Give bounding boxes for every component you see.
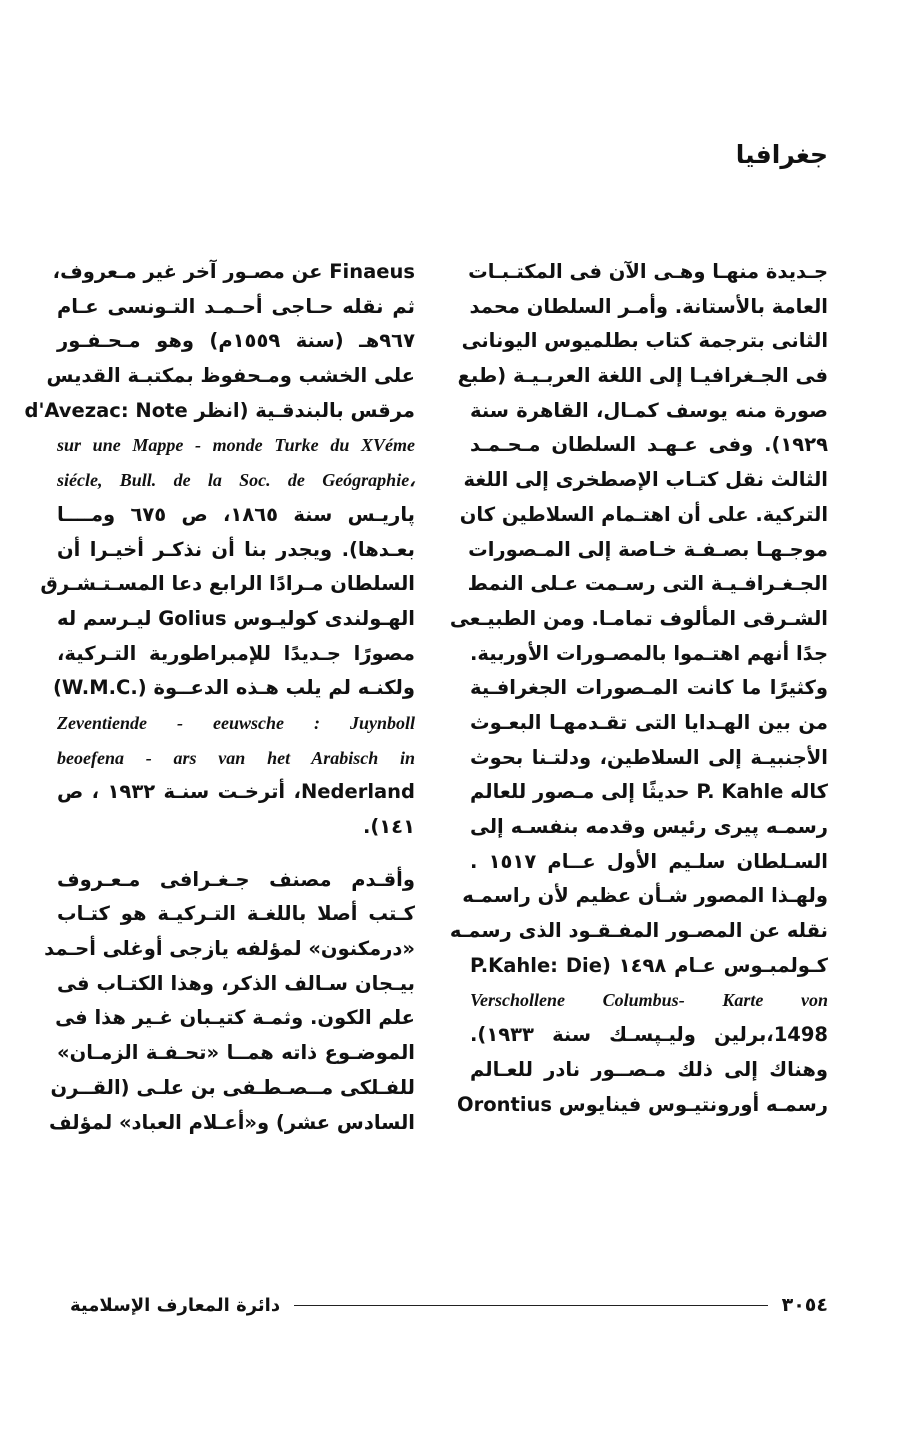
text-column-left bbox=[24, 255, 415, 1140]
page-footer bbox=[70, 1290, 828, 1320]
text-line: ثم نقله حـاجى أحـمـد التـونسى عـام bbox=[57, 294, 415, 318]
text-line: «درمكنون» لمؤلفه يازجى أوغلى أحـمد bbox=[44, 937, 415, 961]
text-line: 1498،برلين وليـپسـك سنة ١٩٣٣). bbox=[470, 1023, 828, 1047]
text-line: السـلطان سلـيم الأول عــام ١٥١٧ . bbox=[470, 849, 828, 873]
text-line: الثانى بترجمة كتاب بطلميوس اليونانى bbox=[461, 329, 828, 353]
running-head: جغرافيا bbox=[735, 140, 828, 169]
text-line: السادس عشر) و«أعـلام العباد» لمؤلف bbox=[49, 1110, 415, 1134]
text-line: كاله P. Kahle حديثًا إلى مـصور للعالم bbox=[469, 780, 828, 804]
text-line: الأجنبيـة إلى السلاطين، ودلتـنا بحوث bbox=[470, 745, 828, 769]
text-line: مرقس بالبندقـية (انظر d'Avezac: Note bbox=[24, 398, 415, 422]
text-line: صورة منه يوسف كمـال، القاهرة سنة bbox=[470, 398, 828, 422]
text-line: وهناك إلى ذلك مـصــور نادر للعـالم bbox=[470, 1057, 828, 1081]
text-line: رسمـه پيرى رئيس وقدمه بنفسـه إلى bbox=[470, 815, 828, 838]
text-line: بيـجان سـالف الذكر، وهذا الكتـاب فى bbox=[57, 971, 415, 995]
text-line: جـديدة منهـا وهـى الآن فى المكتـبـات bbox=[468, 260, 828, 283]
text-line: الجـغـرافـيـة التى رسـمت عـلى النمط bbox=[467, 572, 828, 596]
text-line-paragraph-start: وأقـدم مصنف جـغـرافى مـعـروف bbox=[57, 867, 415, 891]
text-line-latin: Verschollene Columbus- Karte von bbox=[470, 990, 828, 1011]
text-line-latin: beoefena - ars van het Arabisch in bbox=[57, 747, 415, 768]
text-line: نقله عن المصـور المفـقـود الذى رسمـه bbox=[449, 919, 828, 943]
text-line: ولكنـه لم يلب هـذه الدعــوة (.W.M.C) bbox=[52, 676, 415, 700]
text-line: Nederland، أترخـت سنـة ١٩٣٢ ، ص bbox=[57, 780, 415, 804]
text-line: ٩٦٧هـ (سنة ١٥٥٩م) وهو مـحـفـور bbox=[57, 329, 415, 353]
text-line: علم الكون. وثمـة كتيـبان غـير هذا فى bbox=[55, 1006, 415, 1030]
text-line: كـولمبـوس عـام ١٤٩٨ (P.Kahle: Die bbox=[470, 953, 828, 977]
text-line: ولهـذا المصور شـأن عظيم لأن راسمـه bbox=[462, 884, 828, 908]
text-line: كـتب أصلا باللغـة التـركيـة هو كتـاب bbox=[57, 902, 415, 926]
footer-divider bbox=[294, 1305, 768, 1306]
text-line: مصورًا جـديدًا للإمبراطورية التـركية، bbox=[57, 641, 415, 665]
text-line: ١٩٢٩). وفى عـهـد السلطان مـحـمـد bbox=[470, 433, 828, 457]
text-line: العامة بالأستانة. وأمـر السلطان محمد bbox=[469, 294, 828, 318]
page-number: ٣٠٥٤ bbox=[781, 1294, 828, 1316]
text-line: الشـرقى المألوف تمامـا. ومن الطبيـعى bbox=[449, 606, 828, 630]
text-line: موجـهـا بصـفـة خـاصة إلى المـصورات bbox=[468, 537, 828, 561]
text-line-latin: Zeventiende - eeuwsche : Juynboll bbox=[57, 712, 415, 733]
text-line: فى الجـغرافيـا إلى اللغة العربـيـة (طبع bbox=[457, 364, 828, 388]
text-column-right bbox=[449, 255, 828, 1122]
text-line: السلطان مـرادًا الرابع دعا المسـتـشـرق bbox=[40, 572, 415, 596]
text-line: التركية. على أن اهتـمام السلاطين كان bbox=[459, 502, 828, 526]
text-line: الموضـوع ذاته همــا «تحـفـة الزمـان» bbox=[57, 1041, 415, 1065]
text-line: Finaeus عن مصـور آخر غير مـعروف، bbox=[52, 260, 415, 283]
text-line: بعـدها). ويجدر بنا أن نذكـر أخيـرا أن bbox=[57, 537, 415, 561]
text-line: الثالث نقل كتـاب الإصطخرى إلى اللغة bbox=[463, 468, 828, 492]
text-line-latin: sur une Mappe - monde Turke du XVéme bbox=[57, 435, 415, 456]
text-line: على الخشب ومـحفوظ بمكتبـة القديس bbox=[46, 364, 415, 388]
text-line: رسمـه أورونتيـوس فينايوس Orontius bbox=[457, 1092, 828, 1116]
text-line: الهـولندى كوليـوس Golius ليـرسم له bbox=[57, 606, 415, 630]
text-line: من بين الهـدايا التى تقـدمهـا البعـوث bbox=[470, 710, 828, 734]
publication-title: دائرة المعارف الإسلامية bbox=[70, 1294, 281, 1316]
text-line: وكثيرًا ما كانت المـصورات الجغرافـية bbox=[470, 676, 828, 700]
text-line: جدًا أنهم اهتـموا بالمصـورات الأوربية. bbox=[470, 641, 828, 665]
text-line: للفـلكى مــصـطـفى بن علـى (القــرن bbox=[50, 1075, 415, 1099]
text-line-latin: siécle, Bull. de la Soc. de Geógraphie، bbox=[57, 470, 415, 491]
text-line: پاريـس سنة ١٨٦٥، ص ٦٧٥ ومــــا bbox=[57, 502, 415, 526]
text-line-paragraph-end: ١٤١). bbox=[362, 815, 415, 838]
